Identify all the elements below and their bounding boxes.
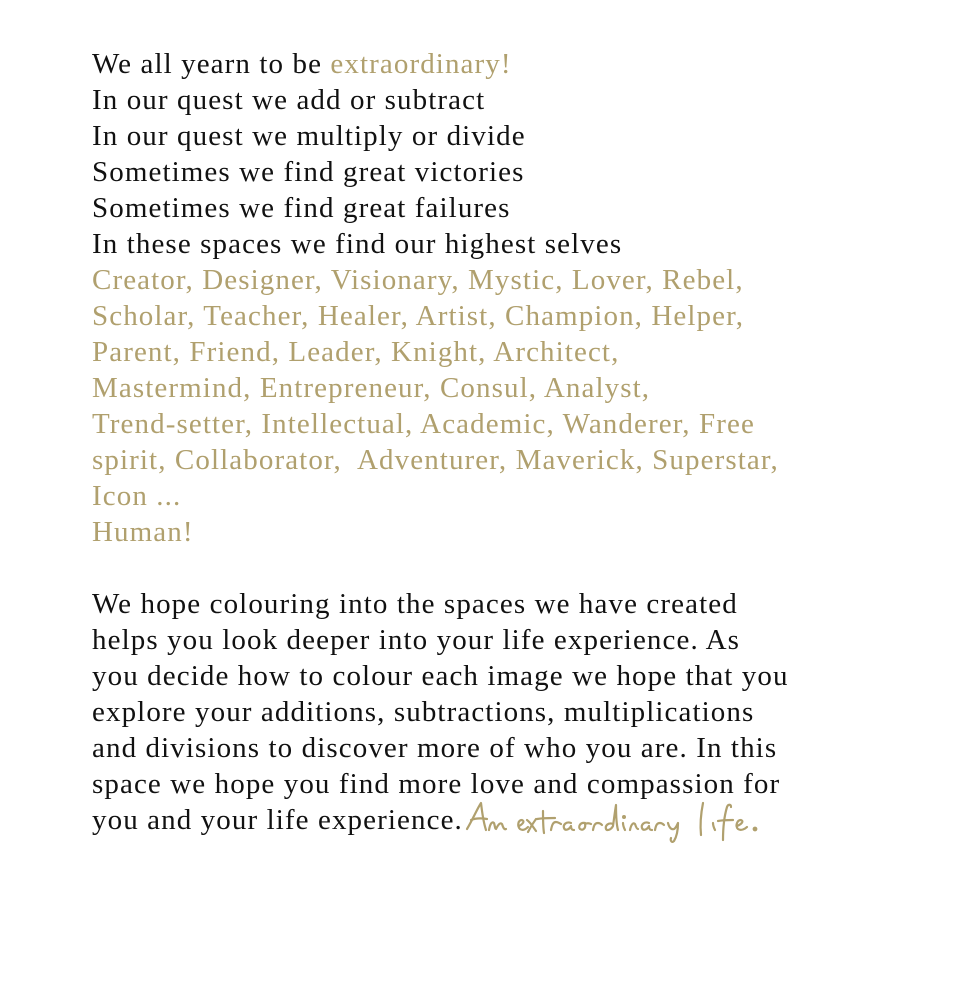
poem-line-5: Sometimes we find great failures [92, 192, 511, 224]
poem-line-1 [92, 46, 932, 82]
signature-scribble-icon [465, 799, 810, 843]
roles-line-2: Scholar, Teacher, Healer, Artist, Champion, Helper, [92, 300, 745, 332]
roles-line-4: Mastermind, Entrepreneur, Consul, Analyst, [92, 372, 651, 404]
poem-line-6: In these spaces we find our highest selves [92, 228, 623, 260]
poem-closing: Human! [92, 516, 194, 548]
message-line-4: explore your additions, subtractions, multiplications [92, 696, 755, 728]
poem-line-3: In our quest we multiply or divide [92, 120, 526, 152]
poem-line-4: Sometimes we find great victories [92, 156, 525, 188]
message-line-6: space we hope you find more love and compassion for [92, 768, 781, 800]
document-body [92, 46, 932, 844]
roles-line-1: Creator, Designer, Visionary, Mystic, Lover, Rebel, [92, 264, 744, 296]
paragraph-spacer [92, 550, 932, 586]
roles-line-5: Trend-setter, Intellectual, Academic, Wanderer, Free [92, 408, 755, 440]
roles-line-7: Icon ... [92, 480, 182, 512]
signature-script [465, 799, 810, 843]
message-line-5: and divisions to discover more of who you are. In this [92, 732, 778, 764]
poem-highlight-word: extraordinary! [330, 48, 512, 80]
roles-line-3: Parent, Friend, Leader, Knight, Architect, [92, 336, 620, 368]
message-line-1: We hope colouring into the spaces we have created [92, 588, 738, 620]
poem-line-2: In our quest we add or subtract [92, 84, 486, 116]
message-last-text: you and your life experience. [92, 804, 463, 836]
message-line-2: helps you look deeper into your life experience. As [92, 624, 741, 656]
message-last-line [92, 796, 932, 844]
message-line-3: you decide how to colour each image we hope that you [92, 660, 789, 692]
poem-line-1-prefix: We all yearn to be [92, 48, 331, 80]
roles-line-6: spirit, Collaborator, Adventurer, Maverick, Superstar, [92, 444, 779, 476]
